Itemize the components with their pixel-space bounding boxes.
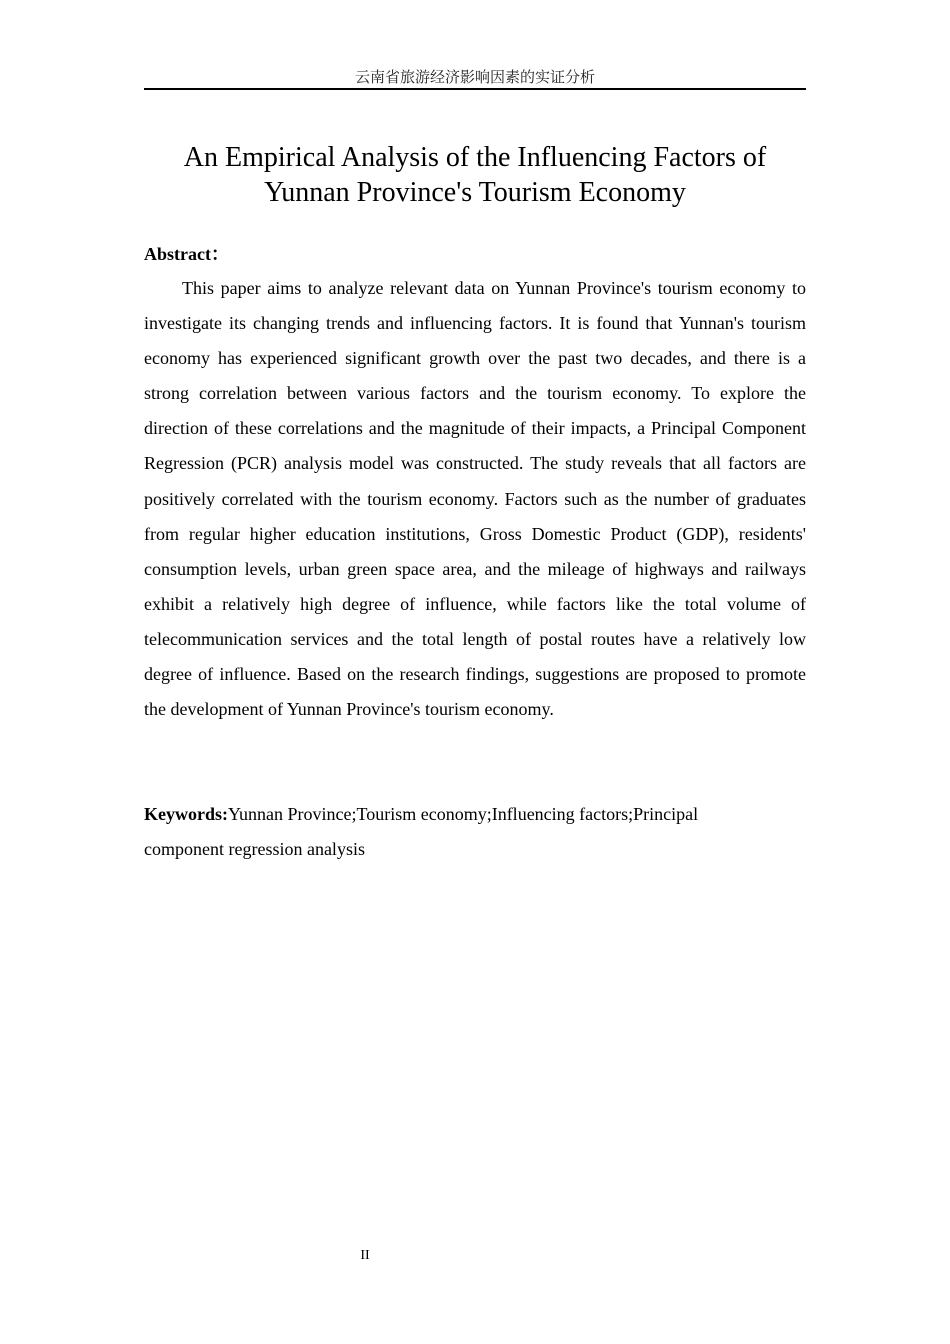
keywords-label: Keywords:	[144, 804, 228, 824]
paper-title-line-1: An Empirical Analysis of the Influencing Factors of	[183, 142, 767, 173]
keywords-line-2: component regression analysis	[144, 839, 365, 859]
keywords-line-1: Yunnan Province;Tourism economy;Influencing factors;Principal	[228, 804, 699, 824]
running-header: 云南省旅游经济影响因素的实证分析	[354, 68, 595, 86]
abstract-heading: Abstract：	[144, 244, 229, 264]
keywords	[144, 797, 744, 867]
abstract-body: This paper aims to analyze relevant data on Yunnan Province's tourism economy to investigate its changing trends and influencing factors. It is found that Yunnan's tourism economy has experienced significant growth over the past two decades, and there is a strong correlation between various factors and the tourism economy. To explore the direction of these correlations and the magnitude of their impacts, a Principal Component Regression (PCR) analysis model was constructed. The study reveals that all factors are positively correlated with the tourism economy. Factors such as the number of graduates from regular higher education institutions, Gross Domestic Product (GDP), residents' consumption levels, urban green space area, and the mileage of highways and railways exhibit a relatively high degree of influence, while factors like the total volume of telecommunication services and the total length of postal routes have a relatively low degree of influence. Based on the research findings, suggestions are proposed to promote the development of Yunnan Province's tourism economy.	[144, 278, 806, 720]
page-number: II	[360, 1248, 370, 1263]
paper-title	[144, 140, 806, 210]
header-rule	[144, 88, 806, 90]
paper-title-line-2: Yunnan Province's Tourism Economy	[264, 177, 686, 208]
